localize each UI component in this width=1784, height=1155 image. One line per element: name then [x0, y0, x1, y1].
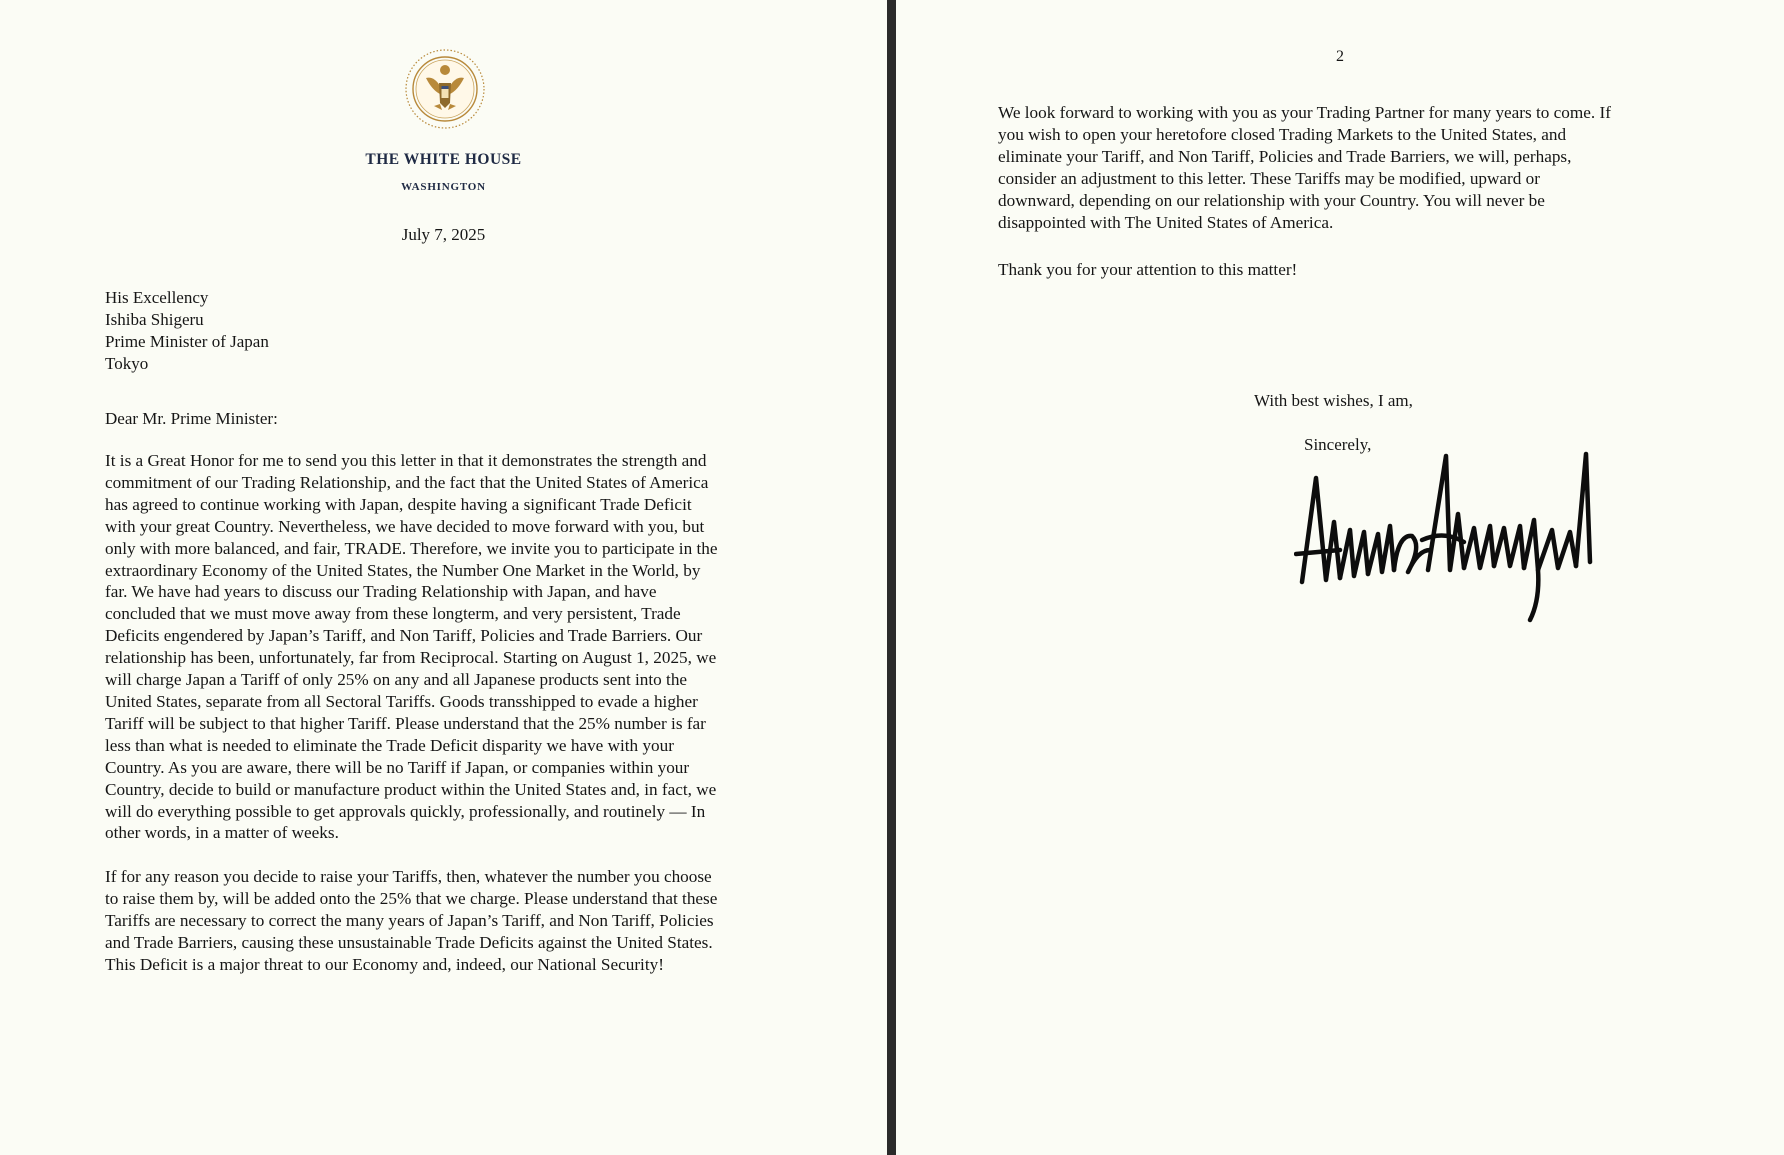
- text-line: only with more balanced, and fair, TRADE. Therefore, we invite you to participate in the: [105, 538, 718, 558]
- body-paragraph-4: [998, 259, 1297, 281]
- text-line: commitment of our Trading Relationship, and the fact that the United States of America: [105, 472, 709, 492]
- text-line: and Trade Barriers, causing these unsustainable Trade Deficits against the United States.: [105, 932, 713, 952]
- text-line: relationship has been, unfortunately, far from Reciprocal. Starting on August 1, 2025, we: [105, 648, 717, 668]
- salutation: Dear Mr. Prime Minister:: [105, 409, 278, 428]
- text-line: with your great Country. Nevertheless, we have decided to move forward with you, but: [105, 516, 705, 536]
- text-line: disappointed with The United States of America.: [998, 212, 1334, 232]
- letterhead-title: THE WHITE HOUSE: [365, 151, 522, 168]
- body-paragraph-2: [105, 866, 717, 976]
- text-line: consider an adjustment to this letter. These Tariffs may be modified, upward or: [998, 168, 1540, 188]
- text-line: Country, decide to build or manufacture product within the United States and, in fact, we: [105, 779, 717, 799]
- letter-date: July 7, 2025: [401, 225, 486, 244]
- text-line: Tariff will be subject to that higher Tariff. Please understand that the 25% number is far: [105, 713, 706, 733]
- recipient-line: Prime Minister of Japan: [105, 332, 269, 351]
- recipient-address: [105, 287, 269, 375]
- text-line: will do everything possible to get approvals quickly, professionally, and routinely — In: [105, 801, 706, 821]
- presidential-seal-icon: [404, 48, 486, 130]
- text-line: will charge Japan a Tariff of only 25% on any and all Japanese products sent into the: [105, 670, 688, 690]
- text-line: Country. As you are aware, there will be no Tariff if Japan, or companies within your: [105, 757, 690, 777]
- text-line: other words, in a matter of weeks.: [105, 823, 339, 843]
- body-paragraph-1: [105, 450, 717, 844]
- text-line: less than what is needed to eliminate the Trade Deficit disparity we have with your: [105, 735, 674, 755]
- letterhead-subtitle: WASHINGTON: [401, 181, 486, 193]
- recipient-line: Ishiba Shigeru: [105, 310, 204, 329]
- text-line: extraordinary Economy of the United States, the Number One Market in the World, by: [105, 560, 701, 580]
- closing-line: With best wishes, I am,: [1254, 391, 1413, 410]
- text-line: eliminate your Tariff, and Non Tariff, Policies and Trade Barriers, we will, perhaps,: [998, 146, 1572, 166]
- text-line: far. We have had years to discuss our Trading Relationship with Japan, and have: [105, 582, 657, 602]
- text-line: Tariffs are necessary to correct the many years of Japan’s Tariff, and Non Tariff, Policies: [105, 910, 714, 930]
- letter-page-1: [0, 0, 887, 1155]
- text-line: It is a Great Honor for me to send you this letter in that it demonstrates the strength and: [105, 451, 707, 470]
- text-line: downward, depending on our relationship with your Country. You will never be: [998, 190, 1545, 210]
- sign-off: Sincerely,: [1304, 435, 1372, 454]
- text-line: This Deficit is a major threat to our Economy and, indeed, our National Security!: [105, 954, 664, 974]
- text-line: has agreed to continue working with Japan, despite having a significant Trade Deficit: [105, 494, 692, 514]
- recipient-line: His Excellency: [105, 288, 209, 307]
- text-line: concluded that we must move away from these longterm, and very persistent, Trade: [105, 604, 681, 624]
- letter-page-2: [896, 0, 1784, 1155]
- text-line: to raise them by, will be added onto the 25% that we charge. Please understand that these: [105, 888, 718, 908]
- text-line: If for any reason you decide to raise your Tariffs, then, whatever the number you choose: [105, 867, 712, 886]
- text-line: Thank you for your attention to this matter!: [998, 260, 1298, 279]
- page-number: 2: [1336, 48, 1344, 65]
- text-line: Deficits engendered by Japan’s Tariff, and Non Tariff, Policies and Trade Barriers. Our: [105, 626, 703, 646]
- text-line: you wish to open your heretofore closed Trading Markets to the United States, and: [998, 124, 1567, 144]
- body-paragraph-3: [998, 102, 1611, 233]
- recipient-line: Tokyo: [105, 354, 149, 373]
- text-line: United States, separate from all Sectoral Tariffs. Goods transshipped to evade a higher: [105, 691, 698, 711]
- handwritten-signature-icon: [1294, 450, 1594, 625]
- text-line: We look forward to working with you as your Trading Partner for many years to come. If: [998, 103, 1611, 122]
